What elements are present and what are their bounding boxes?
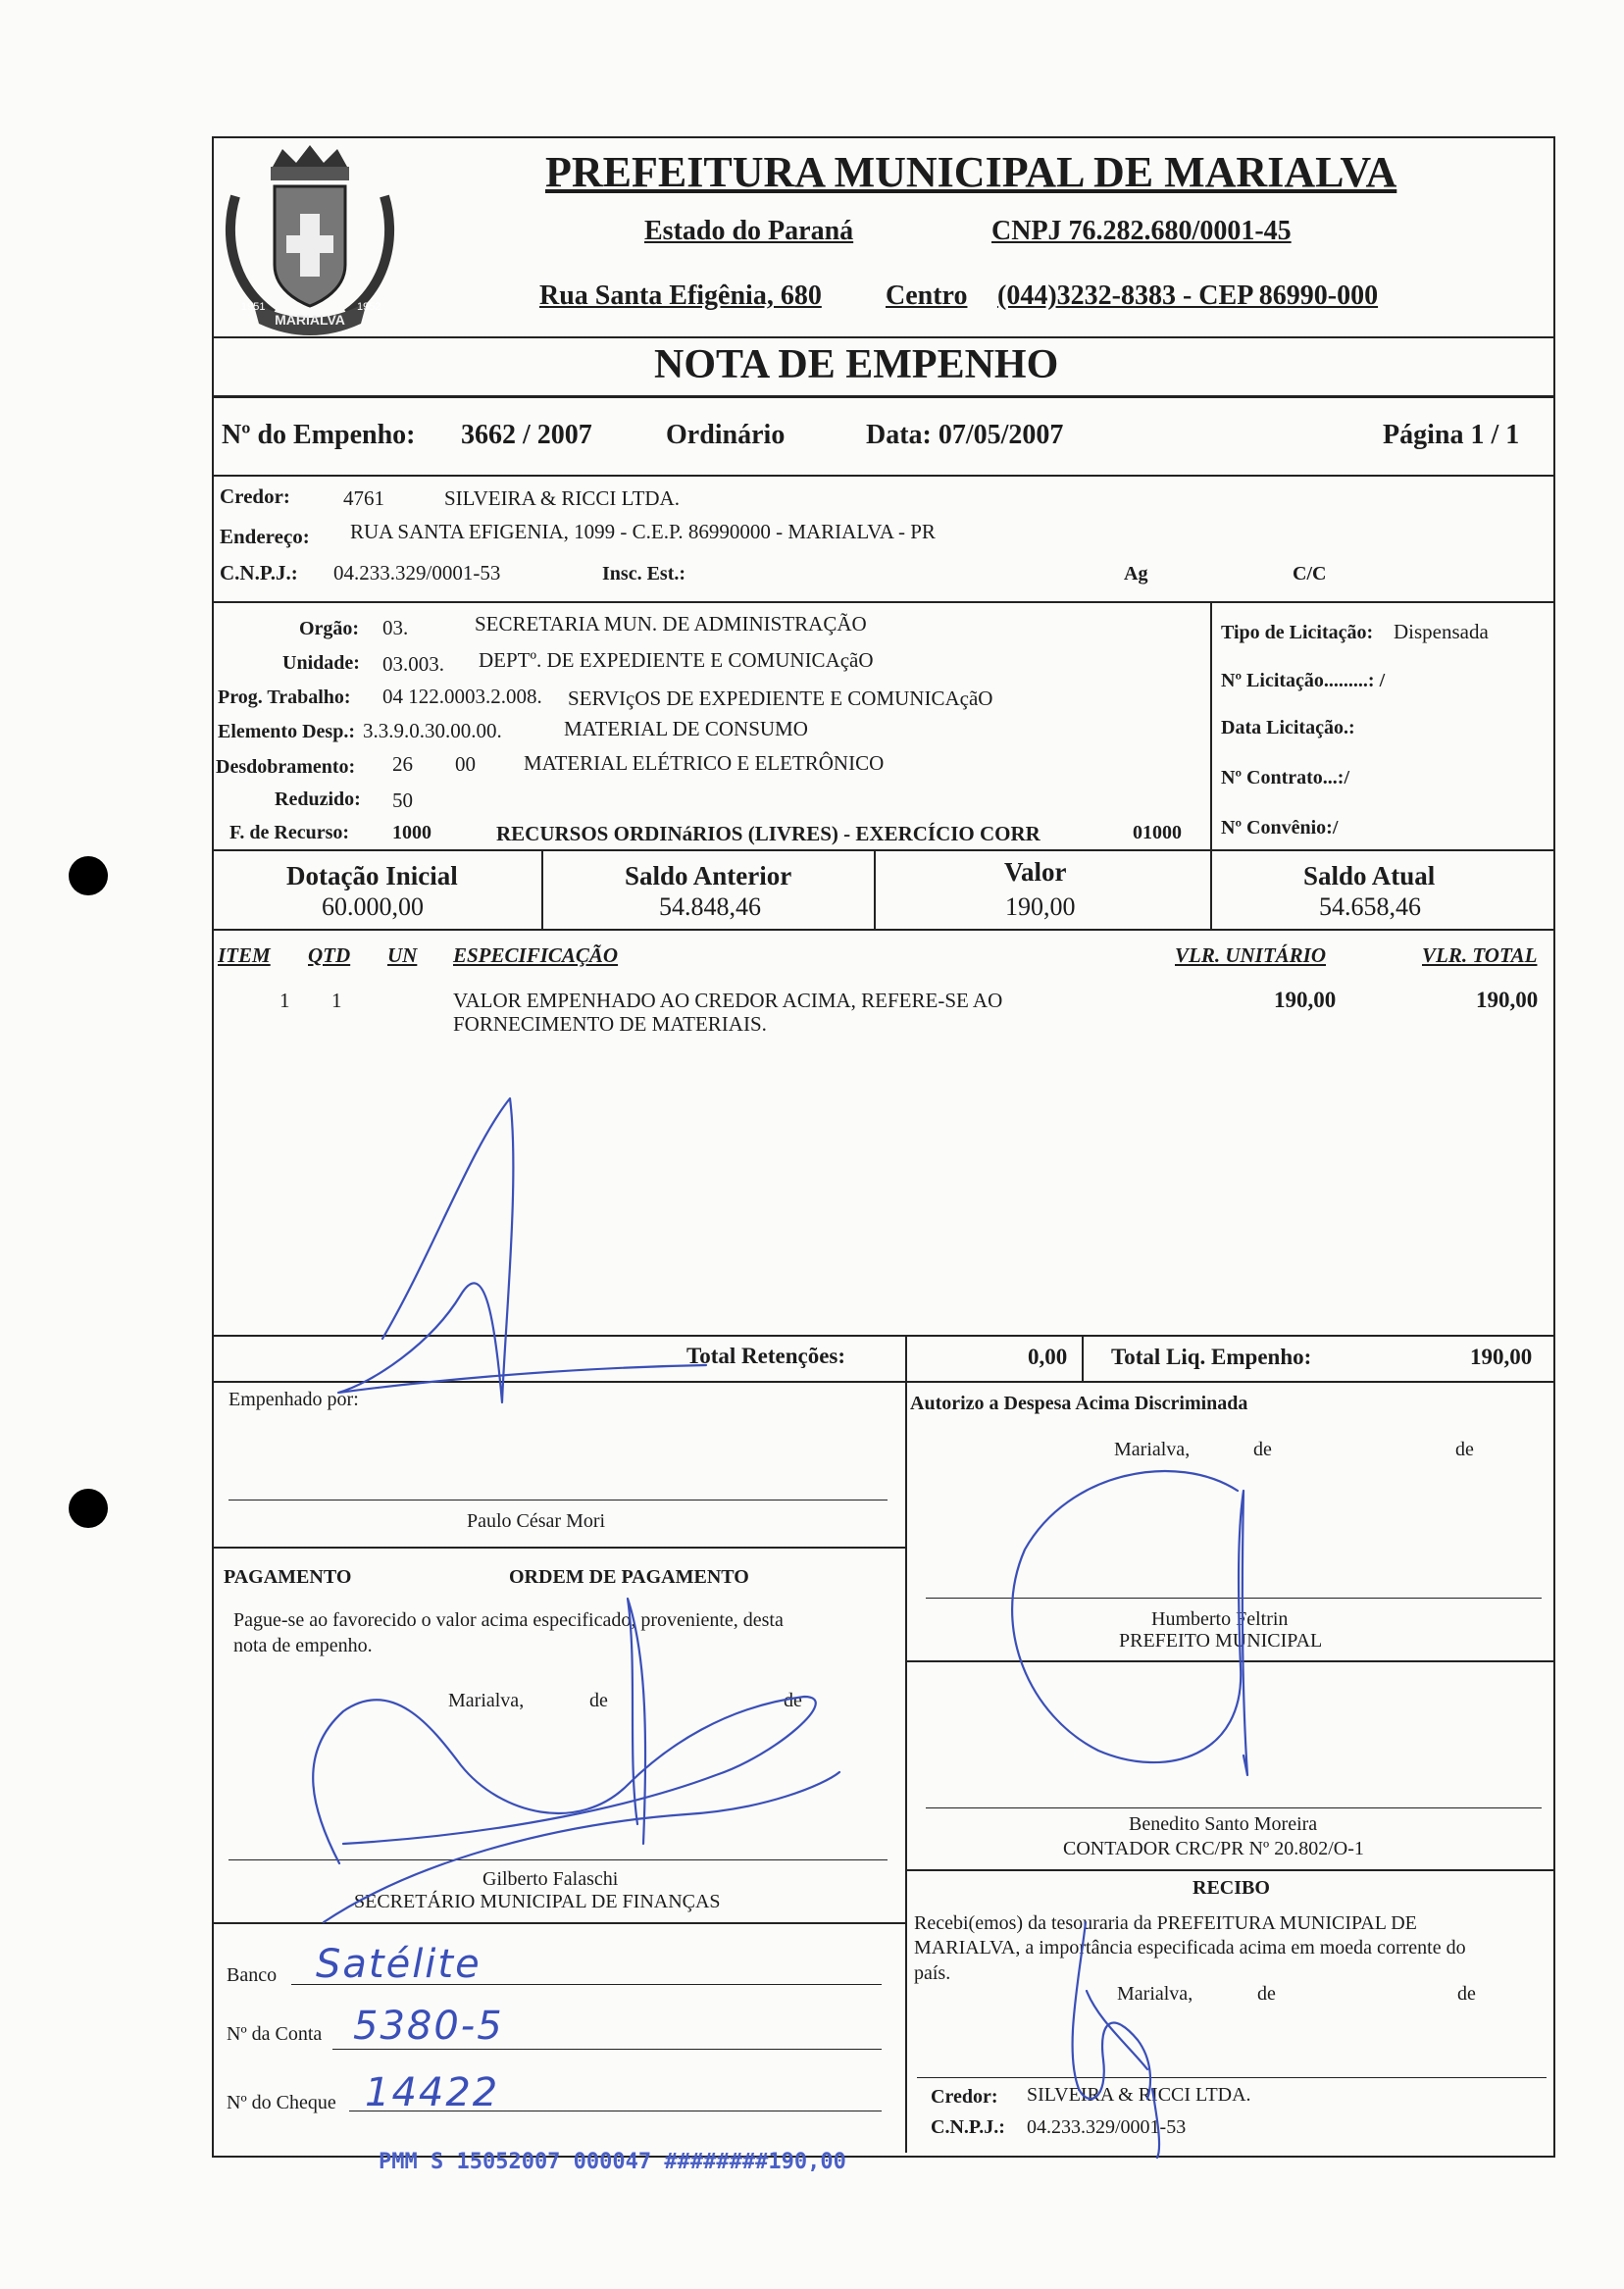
saldo-atual-value: 54.658,46 xyxy=(1319,892,1421,921)
unidade-label: Unidade: xyxy=(282,652,360,674)
unidade-code: 03.003. xyxy=(382,652,444,676)
cheque-label: Nº do Cheque xyxy=(227,2092,336,2113)
row-item: 1 xyxy=(279,989,290,1012)
contador-title: CONTADOR CRC/PR Nº 20.802/O-1 xyxy=(1063,1838,1364,1859)
desdobramento-label: Desdobramento: xyxy=(216,756,356,778)
header-address: Rua Santa Efigênia, 680 xyxy=(539,280,822,311)
recurso-code: 1000 xyxy=(392,822,431,843)
prog-name: SERVIçOS DE EXPEDIENTE E COMUNICAçãO xyxy=(568,687,993,710)
pagamento-marialva: Marialva, xyxy=(448,1690,525,1711)
prefeito-title: PREFEITO MUNICIPAL xyxy=(1119,1630,1323,1652)
col-especificacao: ESPECIFICAÇÃO xyxy=(453,943,619,967)
svg-text:MARIALVA: MARIALVA xyxy=(275,312,345,328)
conta-value: 5380-5 xyxy=(353,2004,504,2049)
total-retencoes-value: 0,00 xyxy=(1028,1345,1068,1369)
pagamento-de-1: de xyxy=(589,1690,608,1711)
autorizo-text: Autorizo a Despesa Acima Discriminada xyxy=(910,1393,1248,1414)
valor-value: 190,00 xyxy=(1005,892,1076,921)
cheque-value: 14422 xyxy=(365,2070,500,2115)
total-retencoes-label: Total Retenções: xyxy=(686,1344,846,1368)
recibo-text-1: Recebi(emos) da tesouraria da PREFEITURA MUNICIPAL DE xyxy=(914,1912,1417,1934)
secretario-name: Gilberto Falaschi xyxy=(482,1868,619,1890)
recibo-text-3: país. xyxy=(914,1962,951,1984)
empenho-number: 3662 / 2007 xyxy=(461,420,592,450)
header-cnpj: CNPJ 76.282.680/0001-45 xyxy=(991,216,1292,246)
insc-label: Insc. Est.: xyxy=(602,563,686,585)
orgao-label: Orgão: xyxy=(299,618,360,639)
ag-label: Ag xyxy=(1124,563,1148,585)
credor-cnpj: 04.233.329/0001-53 xyxy=(333,561,501,585)
col-vlr-unitario: VLR. UNITÁRIO xyxy=(1175,943,1327,967)
col-qtd: QTD xyxy=(308,943,351,967)
total-liquido-label: Total Liq. Empenho: xyxy=(1111,1345,1312,1369)
prefeito-name: Humberto Feltrin xyxy=(1151,1608,1289,1630)
row-desc-1: VALOR EMPENHADO AO CREDOR ACIMA, REFERE-SE AO xyxy=(453,989,1003,1012)
desdobramento-name: MATERIAL ELÉTRICO E ELETRÔNICO xyxy=(524,751,885,775)
empenhado-name: Paulo César Mori xyxy=(467,1510,606,1532)
recibo-marialva: Marialva, xyxy=(1117,1983,1193,2005)
tipo-licitacao-value: Dispensada xyxy=(1394,620,1489,643)
recurso-code-2: 01000 xyxy=(1133,822,1182,843)
num-contrato: Nº Contrato...:/ xyxy=(1221,767,1350,788)
col-item: ITEM xyxy=(218,943,271,967)
header-phone-cep: (044)3232-8383 - CEP 86990-000 xyxy=(997,280,1379,311)
recibo-de-2: de xyxy=(1457,1983,1476,2005)
autorizo-de-1: de xyxy=(1253,1439,1272,1460)
reduzido-label: Reduzido: xyxy=(275,788,361,810)
col-vlr-total: VLR. TOTAL xyxy=(1422,943,1538,967)
dotacao-label: Dotação Inicial xyxy=(286,861,458,890)
pagamento-text-2: nota de empenho. xyxy=(233,1635,373,1656)
desdobramento-code: 26 xyxy=(392,752,413,776)
banco-value: Satélite xyxy=(316,1942,482,1987)
col-un: UN xyxy=(387,943,418,967)
num-convenio: Nº Convênio:/ xyxy=(1221,817,1339,839)
reduzido-code: 50 xyxy=(392,788,413,812)
row-total: 190,00 xyxy=(1476,988,1539,1012)
data-licitacao: Data Licitação.: xyxy=(1221,717,1355,738)
recibo-cnpj-label: C.N.P.J.: xyxy=(931,2116,1005,2138)
unidade-name: DEPTº. DE EXPEDIENTE E COMUNICAçãO xyxy=(479,648,874,672)
recurso-name: RECURSOS ORDINáRIOS (LIVRES) - EXERCÍCIO CORR xyxy=(496,822,1040,845)
empenho-date: Data: 07/05/2007 xyxy=(866,420,1064,450)
orgao-name: SECRETARIA MUN. DE ADMINISTRAÇÃO xyxy=(475,612,867,636)
total-liquido-value: 190,00 xyxy=(1470,1345,1533,1369)
elemento-name: MATERIAL DE CONSUMO xyxy=(564,717,808,740)
recibo-credor-label: Credor: xyxy=(931,2086,998,2108)
row-desc-2: FORNECIMENTO DE MATERIAIS. xyxy=(453,1012,767,1036)
orgao-code: 03. xyxy=(382,616,409,639)
secretario-title: SECRETÁRIO MUNICIPAL DE FINANÇAS xyxy=(354,1891,721,1912)
saldo-anterior-label: Saldo Anterior xyxy=(625,861,792,890)
elemento-label: Elemento Desp.: xyxy=(218,721,355,742)
desdobramento-subcode: 00 xyxy=(455,752,476,776)
page-number: Página 1 / 1 xyxy=(1383,420,1520,450)
recibo-de-1: de xyxy=(1257,1983,1276,2005)
row-qtd: 1 xyxy=(331,989,342,1012)
header-title: PREFEITURA MUNICIPAL DE MARIALVA xyxy=(545,148,1397,196)
saldo-atual-label: Saldo Atual xyxy=(1303,861,1436,890)
header-district: Centro xyxy=(886,280,968,311)
svg-text:1951: 1951 xyxy=(241,301,266,313)
tipo-licitacao-label: Tipo de Licitação: xyxy=(1221,622,1374,643)
pagamento-de-2: de xyxy=(784,1690,802,1711)
valor-label: Valor xyxy=(1004,857,1067,887)
banco-label: Banco xyxy=(227,1964,278,1986)
recibo-label: RECIBO xyxy=(1193,1877,1270,1899)
credor-name: SILVEIRA & RICCI LTDA. xyxy=(444,486,680,510)
autorizo-marialva: Marialva, xyxy=(1114,1439,1191,1460)
row-unit: 190,00 xyxy=(1274,988,1337,1012)
dotacao-value: 60.000,00 xyxy=(322,892,424,921)
cnpj-label: C.N.P.J.: xyxy=(220,561,298,585)
num-licitacao: Nº Licitação.........: / xyxy=(1221,670,1386,691)
autorizo-de-2: de xyxy=(1455,1439,1474,1460)
empenho-type: Ordinário xyxy=(666,420,786,450)
contador-name: Benedito Santo Moreira xyxy=(1129,1813,1318,1835)
header-state: Estado do Paraná xyxy=(644,216,854,246)
cc-label: C/C xyxy=(1293,563,1327,585)
empenho-number-label: Nº do Empenho: xyxy=(222,420,416,450)
document-title: NOTA DE EMPENHO xyxy=(654,342,1059,387)
prog-label: Prog. Trabalho: xyxy=(218,687,351,708)
recibo-text-2: MARIALVA, a importância especificada acima em moeda corrente do xyxy=(914,1937,1466,1958)
recibo-cnpj-value: 04.233.329/0001-53 xyxy=(1027,2116,1187,2138)
recurso-label: F. de Recurso: xyxy=(229,822,350,843)
credor-label: Credor: xyxy=(220,484,290,508)
address-label: Endereço: xyxy=(220,525,310,548)
pagamento-label: PAGAMENTO xyxy=(224,1566,352,1588)
prog-code: 04 122.0003.2.008. xyxy=(382,685,542,708)
svg-text:1952: 1952 xyxy=(357,301,381,313)
ordem-pagamento: ORDEM DE PAGAMENTO xyxy=(509,1566,749,1588)
bank-stamp: PMM S 15052007 000047 ########190,00 xyxy=(379,2150,846,2174)
elemento-code: 3.3.9.0.30.00.00. xyxy=(363,719,502,742)
recibo-credor-value: SILVEIRA & RICCI LTDA. xyxy=(1027,2084,1251,2106)
conta-label: Nº da Conta xyxy=(227,2023,323,2045)
saldo-anterior-value: 54.848,46 xyxy=(659,892,761,921)
pagamento-text-1: Pague-se ao favorecido o valor acima especificado, proveniente, desta xyxy=(233,1609,784,1631)
empenhado-label: Empenhado por: xyxy=(228,1389,359,1410)
credor-code: 4761 xyxy=(343,486,384,510)
credor-address: RUA SANTA EFIGENIA, 1099 - C.E.P. 86990000 - MARIALVA - PR xyxy=(350,520,936,543)
